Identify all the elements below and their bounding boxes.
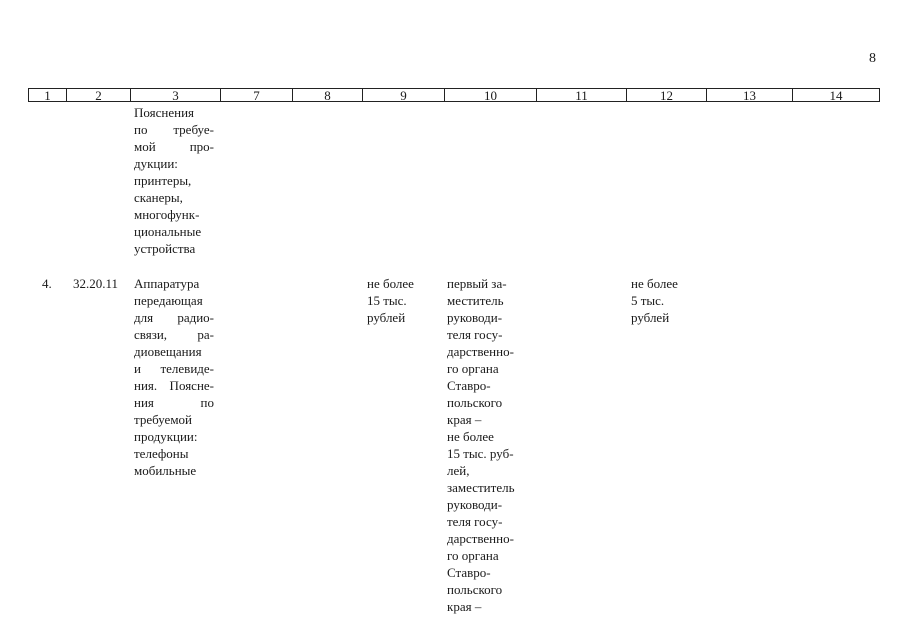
text-line: заместитель [447,480,515,495]
row4-col3 [134,275,214,479]
text-line: устройства [134,241,196,256]
text-line: польского [447,395,503,410]
text-line: дукции: [134,156,178,171]
text-line: Ставро- [447,378,491,393]
text-line: 5 тыс. [631,293,665,308]
row4-col10 [447,275,515,615]
header-col-7: 7 [221,89,293,101]
text-line: го органа [447,548,499,563]
text-line: принтеры, [134,173,192,188]
text-line: Ставро- [447,565,491,580]
row4-number: 4. [42,276,52,291]
text-line: края – [447,412,482,427]
text-line: рублей [367,310,406,325]
text-line: связи, ра- [134,327,214,342]
text-line: польского [447,582,503,597]
text-line: ния по [134,395,214,410]
header-col-14: 14 [829,88,843,103]
text-line: дарственно- [447,344,514,359]
text-line: рублей [631,310,670,325]
text-line: передающая [134,293,203,308]
row4-col12 [631,275,678,326]
prev-row-col3 [134,104,214,257]
header-col-3: 3 [131,89,221,101]
header-col-2: 2 [67,89,131,101]
text-line: го органа [447,361,499,376]
text-line: телефоны [134,446,189,461]
text-line: не более [367,276,414,291]
page-number: 8 [869,51,876,66]
text-line: руководи- [447,310,503,325]
text-line: не более [631,276,678,291]
text-line: мой про- [134,139,214,154]
text-line: циональные [134,224,202,239]
text-line: сканеры, [134,190,183,205]
header-col-12: 12 [627,89,707,101]
header-col-8: 8 [293,89,363,101]
text-line: 15 тыс. руб- [447,446,514,461]
text-line: многофунк- [134,207,200,222]
row4-code: 32.20.11 [73,276,119,291]
header-col-10: 10 [445,89,537,101]
text-line: диовещания [134,344,202,359]
header-col-13: 13 [707,89,793,101]
text-line: руководи- [447,497,503,512]
text-line: и телевиде- [134,361,214,376]
text-line: требуемой [134,412,193,427]
text-line: Аппаратура [134,276,200,291]
text-line: края – [447,599,482,614]
header-col-9: 9 [363,89,445,101]
text-line: ния. Поясне- [134,378,214,393]
text-line: дарственно- [447,531,514,546]
text-line: для радио- [134,310,214,325]
text-line: теля госу- [447,327,503,342]
text-line: 15 тыс. [367,293,407,308]
text-line: лей, [447,463,470,478]
row4-col9 [367,275,414,326]
text-line: мобильные [134,463,197,478]
text-line: Пояснения [134,105,195,120]
text-line: продукции: [134,429,198,444]
text-line: меститель [447,293,504,308]
text-line: первый за- [447,276,507,291]
table-header-row [28,88,880,102]
header-col-1: 1 [29,89,67,101]
header-col-11: 11 [537,89,627,101]
text-line: по требуе- [134,122,214,137]
text-line: не более [447,429,494,444]
text-line: теля госу- [447,514,503,529]
